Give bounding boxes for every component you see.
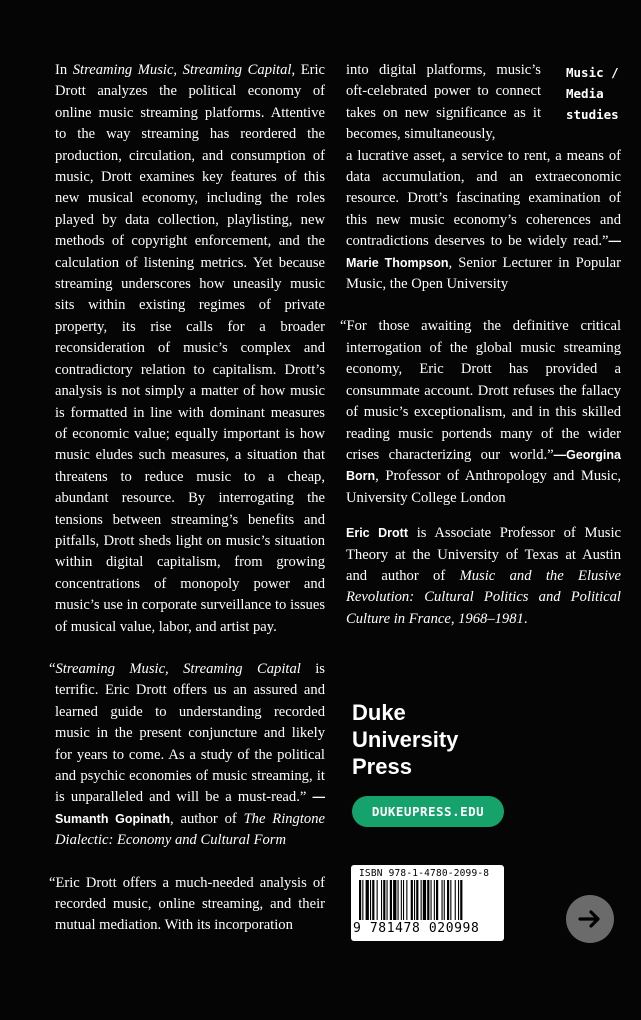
- isbn-barcode: [351, 865, 504, 941]
- blurb-author-name: —Georgina Born: [346, 447, 621, 484]
- blurb-born: “For those awaiting the definitive critical interrogation of the global music streaming economy, Eric Drott has provided a consummate account. Drott refuses the fallacy of music’s exceptionalism, and in this skilled reading music portends many of the wider crises characterizing our world.”—Georgina Born, Professor of Anthropology and Music, University College London: [340, 318, 621, 506]
- left-column: [49, 60, 325, 937]
- author-bio: Eric Drott is Associate Professor of Music Theory at the University of Texas at Austin and author of Music and the Elusive Revolution: Cultural Politics and Political Culture in France, 1968–1981.: [346, 525, 621, 627]
- category-tag: Music / Media studies: [566, 65, 619, 122]
- arrow-right-icon: [577, 906, 603, 932]
- blurb-thompson-cont-narrow: into digital platforms, music’s oft-celebrated power to connect takes on new significance as it becomes, simultaneously,: [346, 62, 541, 143]
- right-column: [340, 60, 621, 630]
- bio-author-name: Eric Drott: [346, 526, 409, 541]
- isbn-digits: 9 781478 020998: [353, 921, 480, 936]
- blurb-gopinath: “Streaming Music, Streaming Capital is terrific. Eric Drott offers us an assured and learned guide to understanding recorded music in the present conjuncture and likely for years to come. As a study of the political and psychic economies of music streaming, it is unparalleled and will be a must-read.” —Sumanth Gopinath, author of The Ringtone Dialectic: Economy and Cultural Form: [49, 660, 325, 849]
- blurb-author-name: —Sumanth Gopinath: [55, 790, 325, 826]
- publisher-logo: Duke University Press: [352, 700, 459, 779]
- blurb-thompson-start: “Eric Drott offers a much-needed analysis of recorded music, online streaming, and their mutual mediation. With its incorporation: [49, 874, 325, 934]
- blurb-author-name: —Marie Thompson: [346, 234, 621, 270]
- barcode-bars: [357, 880, 497, 920]
- blurb-thompson-cont: a lucrative asset, a service to rent, a means of data accumulation, and an extraeconomic resource. Drott’s fascinating examination of this new music economy’s coherences and contradictions deserves to be widely read.”—Marie Thompson, Senior Lecturer in Popular Music, the Open University: [346, 147, 621, 293]
- isbn-label: ISBN 978-1-4780-2099-8: [359, 868, 490, 879]
- description-paragraph: In Streaming Music, Streaming Capital, Eric Drott analyzes the political economy of online music streaming platforms. Attentive to the way streaming has reordered the production, circulation, and consumption of music, Drott examines key features of this new musical economy, including the roles played by data collection, playlisting, new methods of copyright enforcement, and the calculation of listening metrics. Yet because streaming underscores how uneasily music sits within existing regimes of private property, its rise calls for a broader reconsideration of music’s complex and contradictory relation to capitalism. Drott’s analysis is not simply a matter of how music is formatted in line with dominant measures of economic value; equally important is how music eludes such measures, a situation that threatens to reduce music to a cheap, abundant resource. By interrogating the tensions between streaming’s benefits and pitfalls, Drott sheds light on music’s situation within digital capitalism, from growing concentrations of monopoly power and music’s use in corporate surveillance to issues of musical value, labor, and artist pay.: [55, 62, 325, 635]
- book-title: Streaming Music, Streaming Capital: [72, 62, 292, 78]
- publisher-url-button[interactable]: DUKEUPRESS.EDU: [352, 796, 504, 827]
- next-page-button[interactable]: [566, 895, 614, 943]
